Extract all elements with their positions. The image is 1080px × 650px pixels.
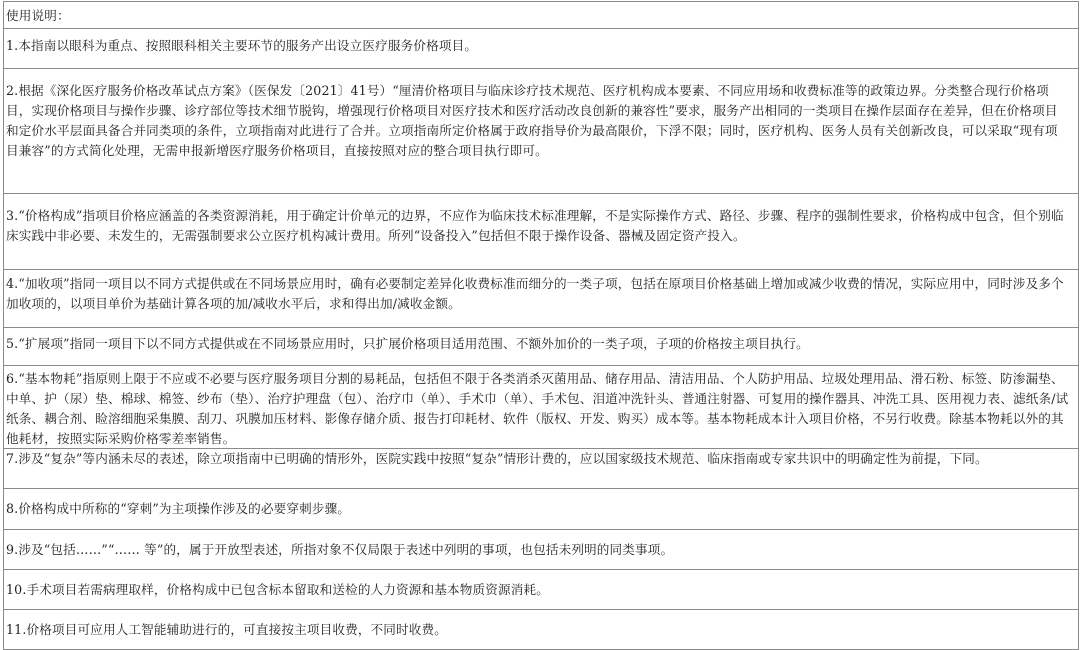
note-row-2 <box>4 69 1078 194</box>
note-text: 4.“加收项”指同一项目以不同方式提供或在不同场景应用时，确有必要制定差异化收费标准而细分的一类子项，包括在原项目价格基础上增加或减少收费的情况，实际应用中，同时涉及多个加收项的，以项目单价为基础计算各项的加/减收水平后，求和得出加/减收金额。 <box>6 276 1064 311</box>
note-text: 10.手术项目若需病理取样，价格构成中已包含标本留取和送检的人力资源和基本物质资源消耗。 <box>6 582 549 597</box>
note-text: 3.“价格构成”指项目价格应涵盖的各类资源消耗，用于确定计价单元的边界，不应作为临床技术标准理解，不是实际操作方式、路径、步骤、程序的强制性要求，价格构成中包含，但个别临床实践中非必要、未发生的，无需强制要求公立医疗机构减计费用。所列“设备投入”包括但不限于操作设备、器械及固定资产投入。 <box>6 208 1064 243</box>
note-text: 1.本指南以眼科为重点、按照眼科相关主要环节的服务产出设立医疗服务价格项目。 <box>6 38 478 53</box>
note-row-5 <box>4 328 1078 366</box>
note-row-4 <box>4 270 1078 328</box>
note-text: 2.根据《深化医疗服务价格改革试点方案》（医保发〔2021〕41号）“厘清价格项目与临床诊疗技术规范、医疗机构成本要素、不同应用场和收费标准等的政策边界。分类整合现行价格项目，实现价格项目与操作步骤、诊疗部位等技术细节脱钩，增强现行价格项目对医疗技术和医疗活动改良创新的兼容性”要求，服务产出相同的一类项目在操作层面存在差异，但在价格项目和定价水平层面具备合并同类项的条件，立项指南对此进行了合并。立项指南所定价格属于政府指导价为最高限价，下浮不限；同时，医疗机构、医务人员有关创新改良，可以采取“现有项目兼容”的方式简化处理，无需申报新增医疗服务价格项目，直接按照对应的整合项目执行即可。 <box>6 83 1058 158</box>
table-header-row <box>4 2 1078 29</box>
note-row-10 <box>4 570 1078 610</box>
note-text: 5.“扩展项”指同一项目下以不同方式提供或在不同场景应用时，只扩展价格项目适用范围、不额外加价的一类子项，子项的价格按主项目执行。 <box>6 336 809 351</box>
note-text: 11.价格项目可应用人工智能辅助进行的，可直接按主项目收费，不同时收费。 <box>6 622 448 637</box>
note-text: 9.涉及“包括……”“…… 等”的，属于开放型表述，所指对象不仅局限于表述中列明的事项，也包括未列明的同类事项。 <box>6 542 674 557</box>
note-row-9 <box>4 530 1078 570</box>
note-text: 7.涉及“复杂”等内涵未尽的表述，除立项指南中已明确的情形外，医院实践中按照“复杂”情形计费的，应以国家级技术规范、临床指南或专家共识中的明确定性为前提，下同。 <box>6 451 988 466</box>
note-text: 6.“基本物耗”指原则上限于不应或不必要与医疗服务项目分割的易耗品，包括但不限于各类消杀灭菌用品、储存用品、清洁用品、个人防护用品、垃圾处理用品、滑石粉、标签、防渗漏垫、中单、护（尿）垫、棉球、棉签、纱布（垫）、治疗护理盘（包）、治疗巾（单）、手术巾（单）、手术包、泪道冲洗针头、普通注射器、可复用的操作器具、冲洗工具、医用视力表、滤纸条/试纸条、耦合剂、睑溶细胞采集膜、刮刀、巩膜加压材料、影像存储介质、报告打印耗材、软件（版权、开发、购买）成本等。基本物耗成本计入项目价格，不另行收费。除基本物耗以外的其他耗材，按照实际采购价格零差率销售。 <box>6 371 1069 446</box>
note-row-6 <box>4 366 1078 449</box>
note-row-1 <box>4 29 1078 69</box>
usage-notes-title: 使用说明： <box>6 8 70 23</box>
note-row-3 <box>4 194 1078 270</box>
note-row-11 <box>4 610 1078 650</box>
note-row-8 <box>4 489 1078 530</box>
note-row-7 <box>4 449 1078 489</box>
usage-notes-table <box>3 1 1079 650</box>
note-text: 8.价格构成中所称的“穿刺”为主项操作涉及的必要穿刺步骤。 <box>6 501 351 516</box>
